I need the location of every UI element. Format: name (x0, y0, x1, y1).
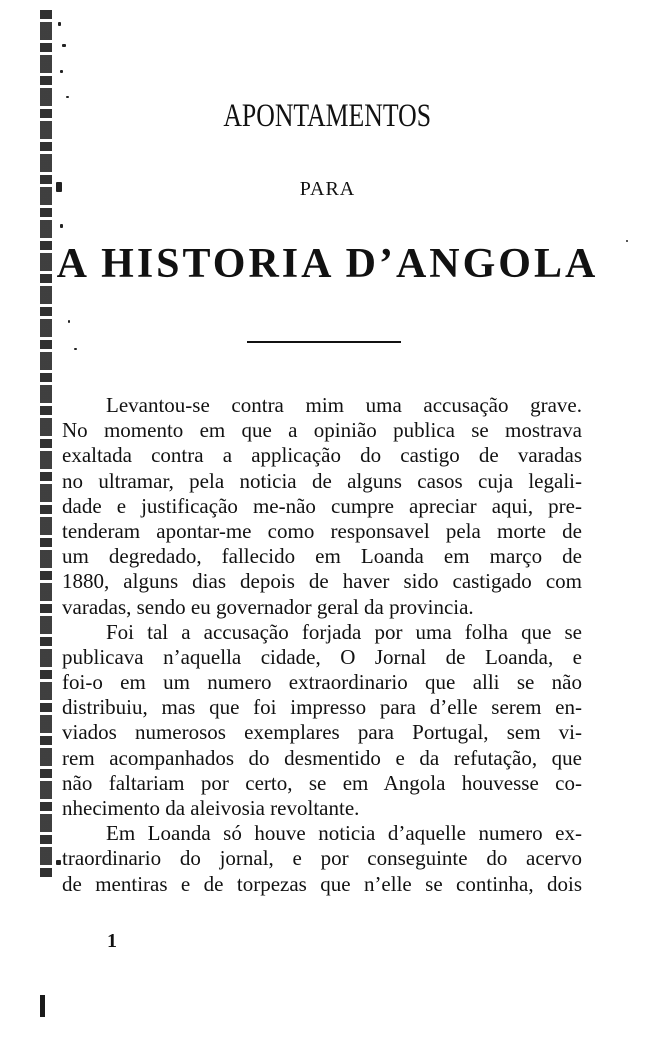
title-line-3: A HISTORIA D’ANGOLA (56, 241, 599, 287)
title-line-2: PARA (299, 178, 356, 200)
binding-edge (40, 10, 52, 880)
scan-speck (58, 22, 61, 26)
body-text (62, 393, 582, 897)
text-line: traordinario do jornal, e por conseguinte do acervo (62, 846, 582, 871)
text-line: tenderam apontar-me como responsavel pela morte de (62, 518, 582, 543)
text-line: varadas, sendo eu governador geral da provincia. (62, 594, 474, 619)
text-line: um degredado, fallecido em Loanda em março de (62, 544, 582, 569)
text-line: não faltariam por certo, se em Angola houvesse co- (62, 770, 582, 795)
text-line: nhecimento da aleivosia revoltante. (62, 796, 360, 820)
text-line: de mentiras e de torpezas que n’elle se continha, dois (62, 871, 582, 896)
scan-speck (60, 224, 63, 228)
text-line: dade e justificação me-não cumpre apreciar aqui, pre- (62, 493, 582, 518)
text-line: Foi tal a accusação forjada por uma folha que se (106, 619, 582, 644)
title-line-1: APONTAMENTOS (223, 98, 432, 134)
text-line: foi-o em um numero extraordinario que alli se não (62, 670, 582, 695)
text-line: distribuiu, mas que foi impresso para d’elle serem en- (62, 695, 582, 720)
text-line: rem acompanhados do desmentido e da refutação, que (62, 745, 582, 770)
scan-speck (68, 320, 70, 323)
scan-speck (62, 44, 66, 47)
text-line: 1880, alguns dias depois de haver sido castigado com (62, 569, 582, 594)
text-line: publicava n’aquella cidade, O Jornal de Loanda, e (62, 644, 582, 669)
binding-mark (40, 995, 45, 1017)
signature-mark: 1 (107, 930, 117, 952)
text-line: Levantou-se contra mim uma accusação grave. (106, 393, 582, 417)
scan-speck (60, 70, 63, 73)
text-line: No momento em que a opinião publica se mostrava (62, 418, 582, 443)
text-line: viados numerosos exemplares para Portugal, sem vi- (62, 720, 582, 745)
title-divider (247, 341, 401, 343)
scan-speck (56, 860, 61, 865)
text-line: exaltada contra a applicação do castigo de varadas (62, 443, 582, 468)
scan-speck (66, 96, 69, 98)
scan-speck (74, 348, 77, 350)
text-line: no ultramar, pela noticia de alguns casos cuja legali- (62, 468, 582, 493)
text-line: Em Loanda só houve noticia d’aquelle numero ex- (106, 821, 582, 846)
